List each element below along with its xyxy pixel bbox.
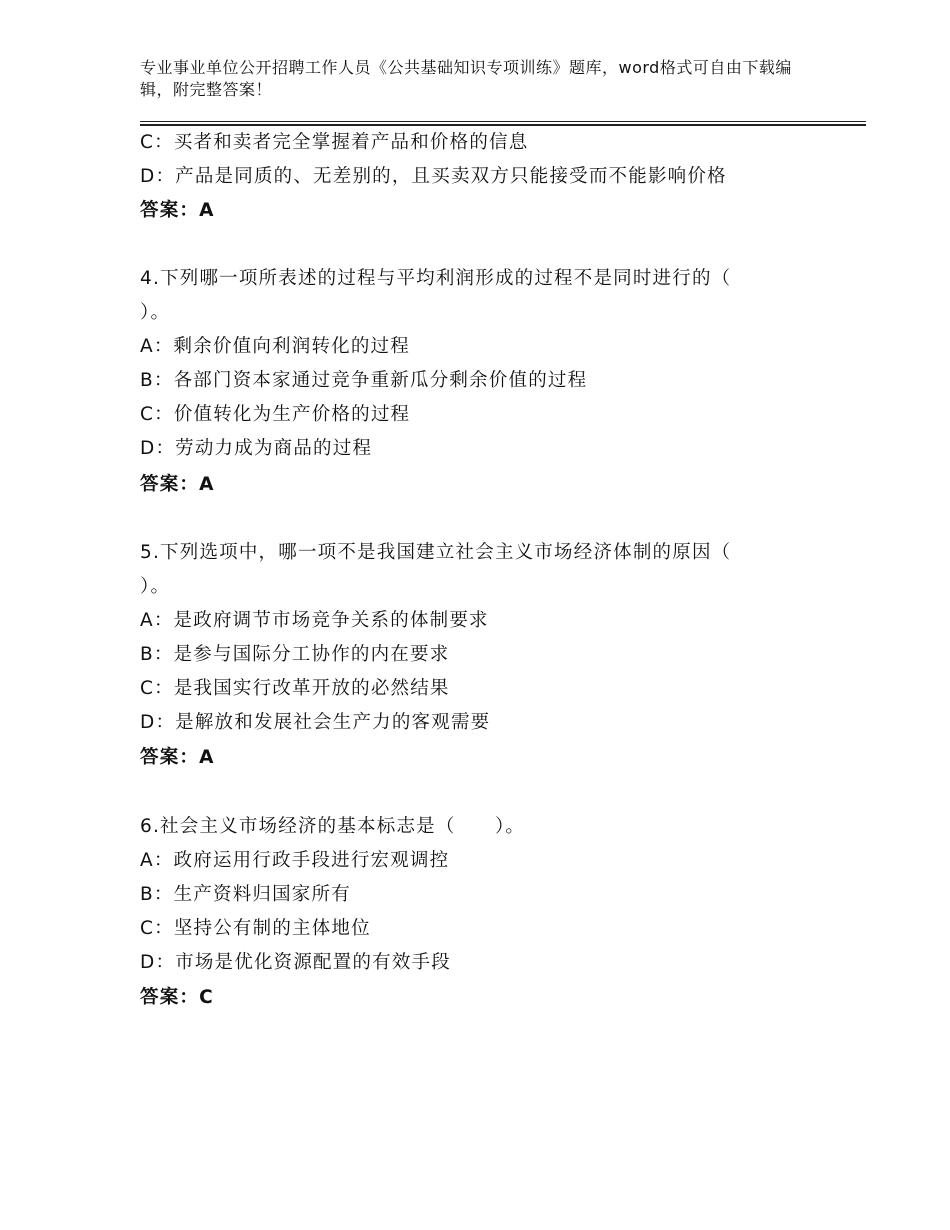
option-a: A：是政府调节市场竞争关系的体制要求 [140, 610, 489, 631]
question-stem-continued: ）。 [140, 302, 171, 323]
option-c: C：坚持公有制的主体地位 [140, 918, 371, 939]
option-c: C：是我国实行改革开放的必然结果 [140, 678, 450, 699]
answer: 答案：A [140, 474, 215, 495]
question-stem-continued: ）。 [140, 576, 171, 597]
answer: 答案：C [140, 987, 214, 1008]
option-c: C：买者和卖者完全掌握着产品和价格的信息 [140, 132, 529, 153]
option-b: B：生产资料归国家所有 [140, 884, 351, 905]
option-d: D：产品是同质的、无差别的，且买卖双方只能接受而不能影响价格 [140, 166, 727, 187]
question-stem: 4.下列哪一项所表述的过程与平均利润形成的过程不是同时进行的（ [140, 268, 732, 289]
option-b: B：是参与国际分工协作的内在要求 [140, 644, 450, 665]
page-header: 专业事业单位公开招聘工作人员《公共基础知识专项训练》题库，word格式可自由下载编辑，附完整答案！ [140, 58, 792, 99]
option-b: B：各部门资本家通过竞争重新瓜分剩余价值的过程 [140, 370, 588, 391]
question-stem: 5.下列选项中，哪一项不是我国建立社会主义市场经济体制的原因（ [140, 542, 732, 563]
option-c: C：价值转化为生产价格的过程 [140, 404, 411, 425]
option-d: D：市场是优化资源配置的有效手段 [140, 952, 451, 973]
option-d: D：是解放和发展社会生产力的客观需要 [140, 712, 491, 733]
header-rule-thick [140, 124, 866, 126]
answer: 答案：A [140, 747, 215, 768]
question-stem: 6.社会主义市场经济的基本标志是（ ）。 [140, 816, 526, 837]
option-a: A：政府运用行政手段进行宏观调控 [140, 850, 450, 871]
answer: 答案：A [140, 200, 215, 221]
option-a: A：剩余价值向利润转化的过程 [140, 336, 410, 357]
header-rule-thin [140, 121, 866, 122]
option-d: D：劳动力成为商品的过程 [140, 438, 373, 459]
